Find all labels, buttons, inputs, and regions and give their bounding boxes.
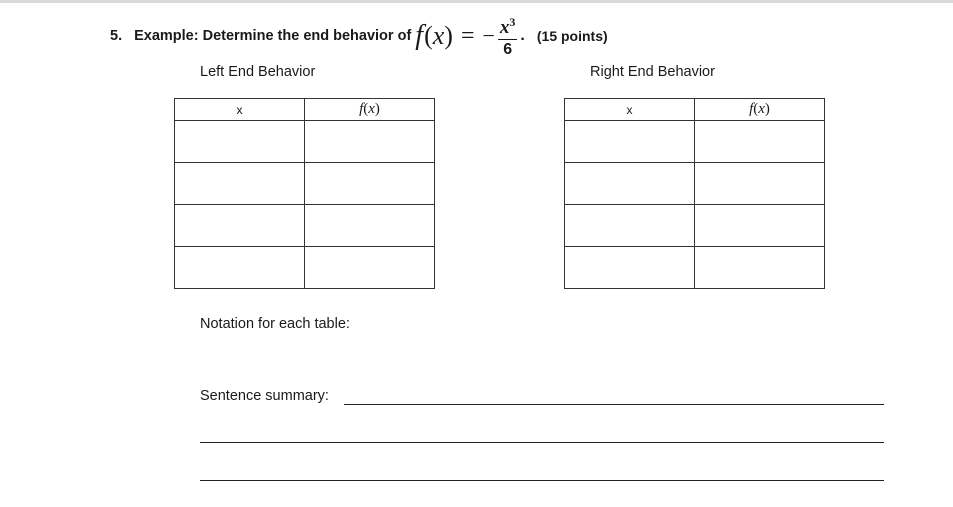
left-cell-fx-3[interactable] [305, 205, 435, 247]
left-col-x-header: x [175, 99, 305, 121]
fx-f: f [749, 101, 754, 117]
close-paren: ) [444, 21, 453, 50]
summary-answer-line-2[interactable] [200, 442, 884, 443]
table-row [565, 163, 825, 205]
left-cell-fx-1[interactable] [305, 121, 435, 163]
right-col-fx-header: f(x) [695, 99, 825, 121]
summary-answer-line-3[interactable] [200, 480, 884, 481]
fx-x: x [758, 101, 765, 117]
points-value: (15 points) [536, 28, 608, 44]
fx-f: f [359, 101, 364, 117]
fx-x: x [368, 101, 375, 117]
right-cell-fx-3[interactable] [695, 205, 825, 247]
table-row [175, 205, 435, 247]
summary-label: Sentence summary: [200, 388, 329, 404]
function-name: f [415, 20, 424, 51]
question-heading [110, 10, 608, 62]
numerator-var: x [499, 17, 510, 38]
table-row [175, 163, 435, 205]
question-number: 5. [110, 28, 123, 44]
table-row [565, 205, 825, 247]
right-table [564, 98, 825, 289]
right-cell-x-2[interactable] [565, 163, 695, 205]
table-row [565, 247, 825, 289]
table-header-row [175, 99, 435, 121]
table-row [175, 247, 435, 289]
right-col-x-header: x [565, 99, 695, 121]
question-text: Example: Determine the end behavior of [134, 28, 412, 44]
right-cell-x-4[interactable] [565, 247, 695, 289]
table-header-row [565, 99, 825, 121]
negative-sign: − [482, 23, 495, 48]
sentence-period: . [520, 27, 525, 44]
function-arg: x [432, 21, 445, 50]
left-col-fx-header: f(x) [305, 99, 435, 121]
table-row [175, 121, 435, 163]
right-end-behavior-label: Right End Behavior [590, 64, 715, 80]
right-cell-fx-4[interactable] [695, 247, 825, 289]
right-cell-x-1[interactable] [565, 121, 695, 163]
left-cell-fx-2[interactable] [305, 163, 435, 205]
fraction-denominator: 6 [503, 41, 513, 58]
notation-label: Notation for each table: [200, 316, 350, 332]
function-expression [415, 12, 520, 60]
fraction [498, 12, 518, 60]
fraction-numerator [498, 12, 518, 40]
numerator-exponent: 3 [509, 15, 516, 29]
table-row [565, 121, 825, 163]
left-cell-x-3[interactable] [175, 205, 305, 247]
left-table [174, 98, 435, 289]
right-cell-fx-1[interactable] [695, 121, 825, 163]
top-border [0, 0, 953, 3]
open-paren: ( [424, 21, 433, 50]
left-cell-x-4[interactable] [175, 247, 305, 289]
left-cell-x-1[interactable] [175, 121, 305, 163]
right-cell-x-3[interactable] [565, 205, 695, 247]
equals-sign: = [460, 22, 475, 49]
right-cell-fx-2[interactable] [695, 163, 825, 205]
summary-answer-line-1[interactable] [344, 404, 884, 405]
left-cell-fx-4[interactable] [305, 247, 435, 289]
left-cell-x-2[interactable] [175, 163, 305, 205]
left-end-behavior-label: Left End Behavior [200, 64, 316, 80]
